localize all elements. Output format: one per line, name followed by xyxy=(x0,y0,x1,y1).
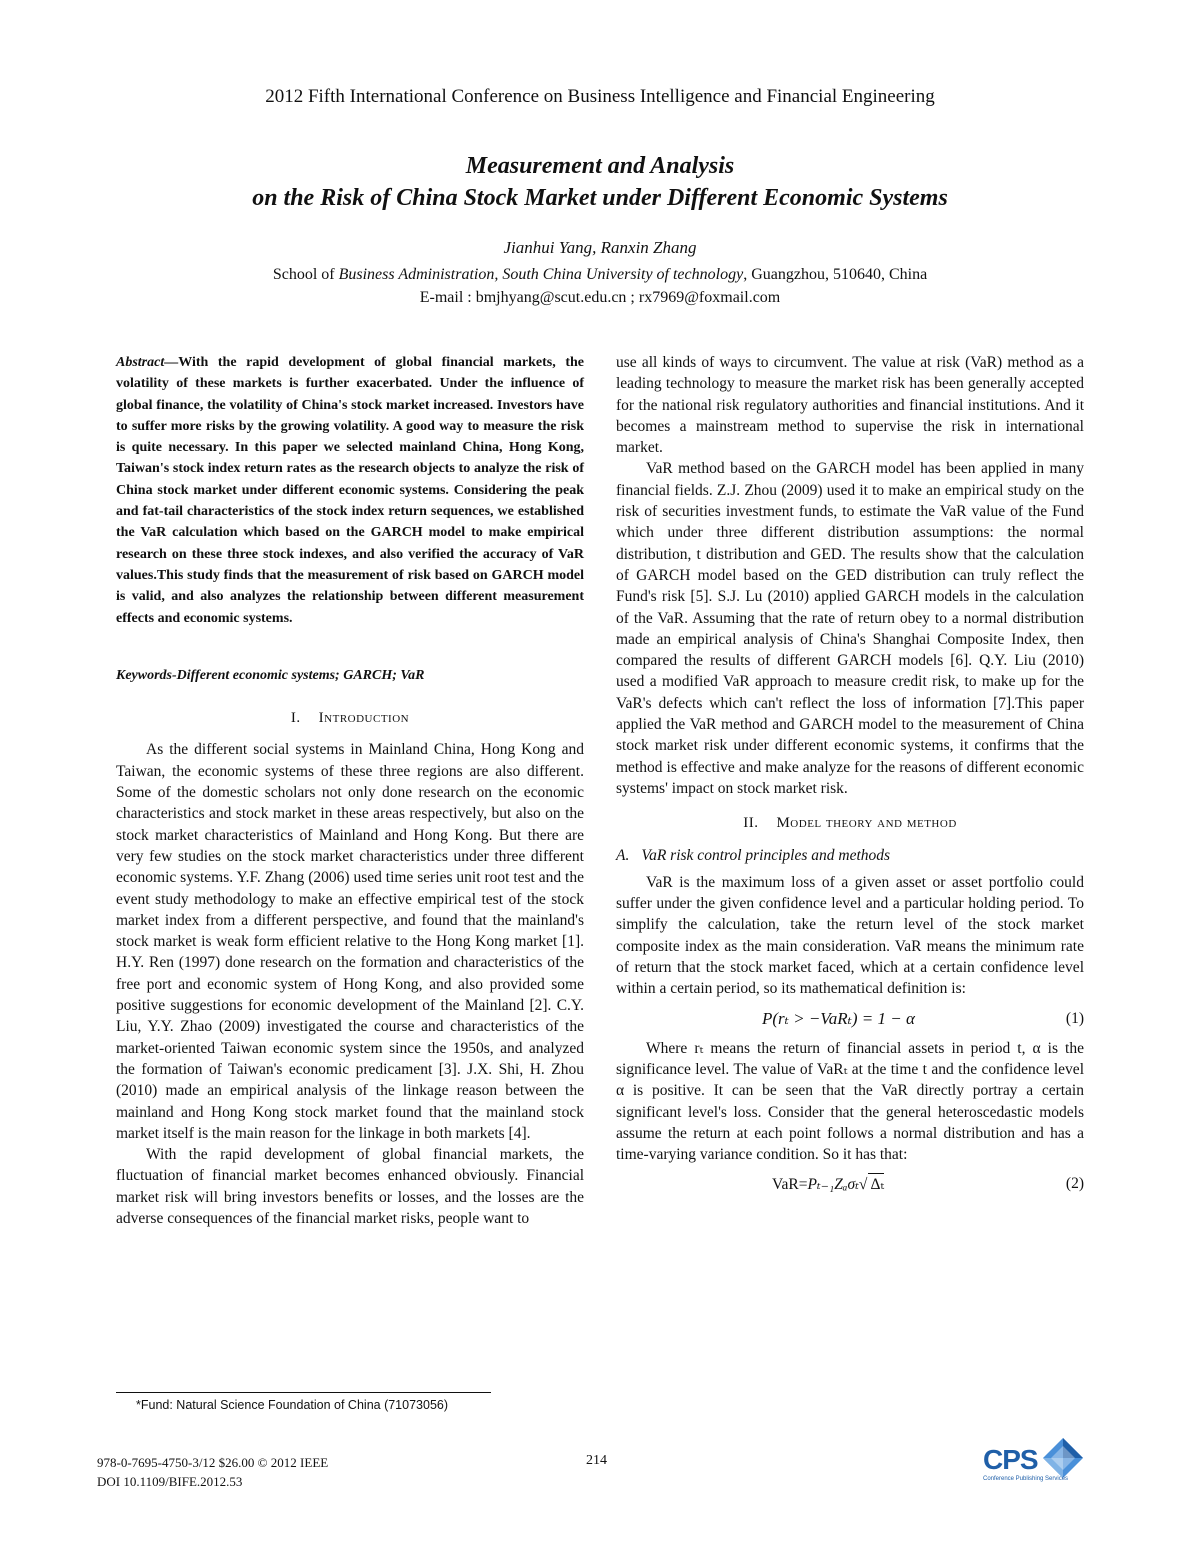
isbn-line: 978-0-7695-4750-3/12 $26.00 © 2012 IEEE xyxy=(97,1455,329,1470)
abstract xyxy=(116,352,584,629)
isbn-block xyxy=(97,1453,328,1491)
subsection-a-heading xyxy=(616,845,1084,866)
subsection-a-title: VaR risk control principles and methods xyxy=(641,846,891,864)
equation-2-lhs: VaR= xyxy=(772,1176,808,1194)
equation-2-radicand: Δₜ xyxy=(868,1173,884,1195)
section-2-heading xyxy=(616,813,1084,834)
title-line-1: Measurement and Analysis xyxy=(465,153,735,179)
footnote: *Fund: Natural Science Foundation of China (71073056) xyxy=(136,1398,449,1412)
doi-line: DOI 10.1109/BIFE.2012.53 xyxy=(97,1474,243,1489)
intro-paragraph-1: As the different social systems in Mainland China, Hong Kong and Taiwan, the economic systems of these three regions are also different. Some of the domestic scholars not only done research on the economic characteristics and stock market in these areas respectively, but also on the stock market characteristics of Mainland and Hong Kong. But there are very few studies on the stock market characteristics under three different economic systems. Y.F. Zhang (2006) used time series unit root test and the event study methodology to make an effective empirical test of the stock market index from a different perspective, and found that the mainland's stock market is weak form efficient relative to the Hong Kong market [1]. H.Y. Ren (1997) done research on the formation and characteristics of the free port and economic system of Hong Kong, and also provided some positive suggestions for economic development of the Mainland [2]. C.Y. Liu, Y.Y. Zhao (2009) investigated the course and characteristics of the market-oriented Taiwan economic system since the 1950s, and analyzed the formation of Taiwan's economic predicament [3]. J.X. Shi, H. Zhou (2010) made an empirical analysis of the linkage reason between the mainland and Hong Kong stock market found that the mainland stock market itself is the main reason for the linkage in both markets [4]. xyxy=(116,741,584,1142)
equation-2-number: (2) xyxy=(1065,1175,1084,1193)
footnote-rule xyxy=(116,1392,491,1393)
equation-2-expression xyxy=(772,1173,884,1195)
affiliation-institution: Business Administration, South China University of technology xyxy=(338,266,744,283)
sqrt-icon: √ xyxy=(858,1176,868,1194)
abstract-lead: Abstract— xyxy=(116,355,179,370)
page-number: 214 xyxy=(586,1453,607,1468)
section-1-heading xyxy=(116,708,584,729)
title-line-2: on the Risk of China Stock Market under Different Economic Systems xyxy=(252,185,948,211)
equation-1-number: (1) xyxy=(1065,1009,1084,1027)
cps-logo-text: CPS xyxy=(983,1444,1038,1475)
affiliation xyxy=(0,266,1200,284)
email-line: E-mail : bmjhyang@scut.edu.cn ; rx7969@foxmail.com xyxy=(419,289,781,306)
equation-2-mid: Pₜ₋₁Zₐσₜ xyxy=(807,1176,859,1194)
var-paragraph-2: Where rₜ means the return of financial assets in period t, α is the significance level. The value of VaRₜ at the time t and the confidence level α is positive. It can be seen that the VaR directly portray a certain significant level's loss. Consider that the general heteroscedastic models assume the return at each point follows a normal distribution and has a time-varying variance condition. So it has that: xyxy=(616,1039,1084,1164)
right-column xyxy=(616,352,1084,1203)
section-1-title: Introduction xyxy=(318,710,410,727)
equation-1 xyxy=(616,1006,1084,1032)
intro-paragraph-3: VaR method based on the GARCH model has been applied in many financial fields. Z.J. Zhou (2009) used it to make an empirical study on the risk of securities investment funds, to estimate the VaR value of the Fund which under three different distribution assumptions: the normal distribution, t distribution and GED. The results show that the calculation of GARCH model based on the GED distribution can truly reflect the Fund's risk [5]. S.J. Lu (2010) applied GARCH models in the calculation of the VaR. Assuming that the rate of return obey to a normal distribution made an empirical analysis of China's Shanghai Composite Index, then compared the results of different GARCH models [6]. Q.Y. Liu (2010) used a modified VaR approach to measure credit risk, to make up for the VaR's defects which can't reflect the loss of information [7].This paper applied the VaR method and GARCH model to the measurement of China stock market risk under different economic systems, it confirms that the method is effective and make analyze for the reasons of different economic systems' impact on stock market risk. xyxy=(616,460,1084,797)
section-2-number: II. xyxy=(743,815,759,832)
conference-header: 2012 Fifth International Conference on Business Intelligence and Financial Engineering xyxy=(265,86,935,107)
diamond-icon xyxy=(1041,1436,1085,1480)
left-column xyxy=(116,352,584,1229)
keywords: Keywords-Different economic systems; GARCH; VaR xyxy=(116,667,425,683)
cps-tagline: Conference Publishing Services xyxy=(983,1476,1069,1482)
cps-logo xyxy=(983,1436,1083,1486)
subsection-a-label: A. xyxy=(616,846,630,864)
intro-paragraph-2: With the rapid development of global financial markets, the fluctuation of financial market becomes enhanced obviously. Financial market risk will bring investors benefits or losses, and the losses are the adverse consequences of the financial market risks, people want to xyxy=(116,1146,584,1227)
equation-1-expression: P(rₜ > −VaRₜ) = 1 − α xyxy=(762,1008,915,1028)
intro-paragraph-2-continued: use all kinds of ways to circumvent. The value at risk (VaR) method as a leading technology to measure the market risk has been generally accepted for the national risk regulatory authorities and financial institutions. And it becomes a mainstream method to supervise the risk in international market. xyxy=(616,354,1084,457)
abstract-text: With the rapid development of global financial markets, the volatility of these markets is further exacerbated. Under the influence of global finance, the volatility of China's stock market increased. Investors have to suffer more risks by the growing volatility. A good way to measure the risk is quite necessary. In this paper we selected mainland China, Hong Kong, Taiwan's stock index return rates as the research objects to analyze the risk of China stock market under different economic systems. Considering the peak and fat-tail characteristics of the stock index return sequences, we established the VaR calculation which based on the GARCH model to make empirical research on these three stock indexes, and also verified the accuracy of VaR values.This study finds that the measurement of risk based on GARCH model is valid, and also analyzes the relationship between different measurement effects and economic systems. xyxy=(116,355,584,626)
section-2-title: Model theory and method xyxy=(776,815,957,832)
var-paragraph-1: VaR is the maximum loss of a given asset or asset portfolio could suffer under the given confidence level and a particular holding period. To simplify the calculation, take the return level of the stock market composite index as the main consideration. VaR means the minimum rate of return that the stock market faced, which at a certain confidence level within a certain period, so its mathematical definition is: xyxy=(616,873,1084,998)
equation-2 xyxy=(616,1171,1084,1197)
section-1-number: I. xyxy=(290,710,301,727)
authors: Jianhui Yang, Ranxin Zhang xyxy=(503,238,697,257)
affiliation-suffix: , Guangzhou, 510640, China xyxy=(743,266,928,283)
paper-title xyxy=(0,150,1200,214)
affiliation-prefix: School of xyxy=(272,266,339,283)
